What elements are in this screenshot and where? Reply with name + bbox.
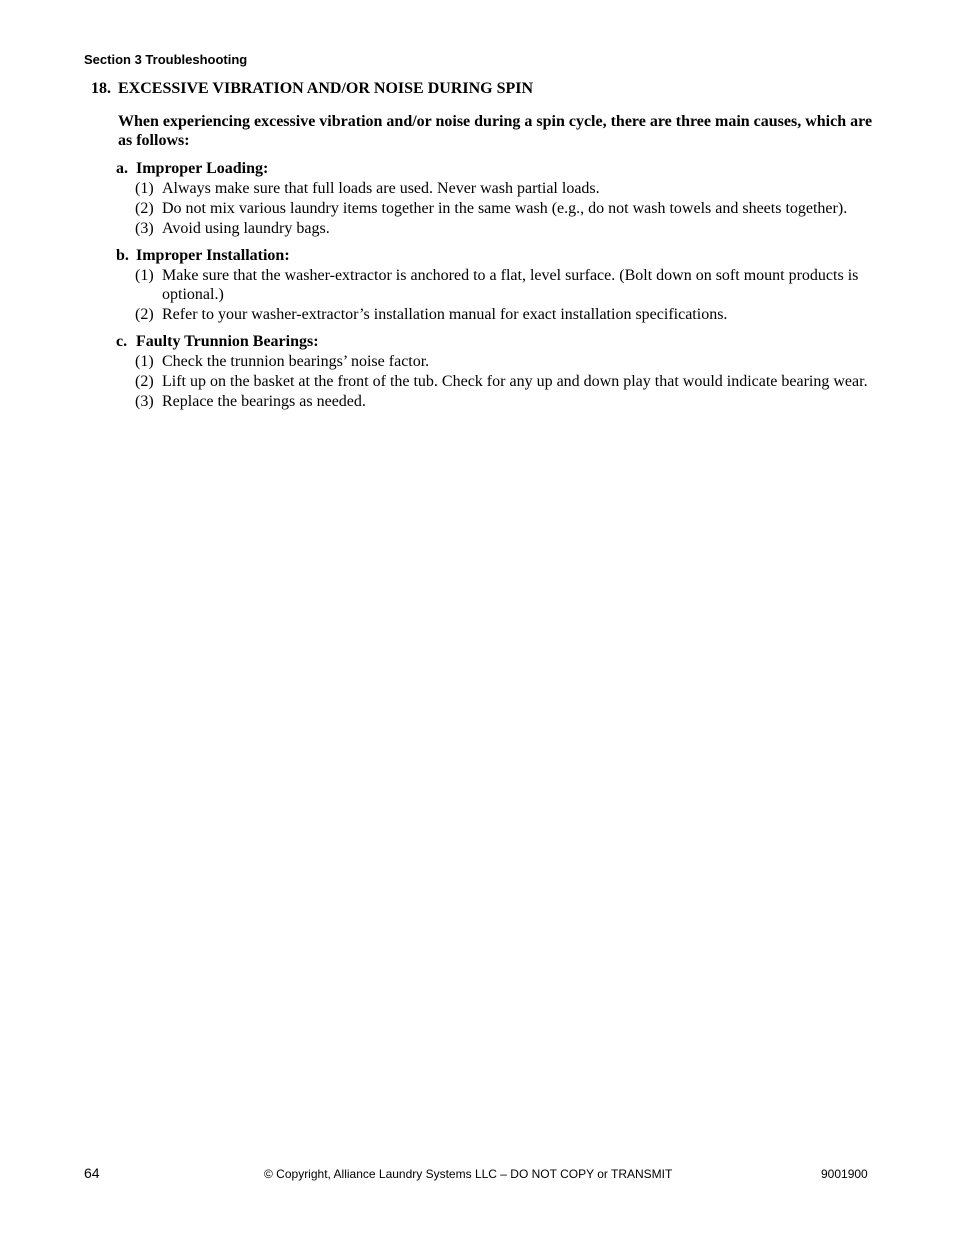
cause-group-improper-installation	[116, 246, 876, 324]
cause-group-letter: b.	[116, 247, 129, 264]
step-marker: (1)	[135, 180, 154, 197]
list-item	[116, 179, 876, 198]
cause-groups	[116, 159, 876, 419]
step-text: Always make sure that full loads are used. Never wash partial loads.	[162, 180, 600, 197]
list-item	[116, 219, 876, 238]
list-item	[116, 266, 876, 304]
step-marker: (3)	[135, 393, 154, 410]
step-text: Check the trunnion bearings’ noise factor.	[162, 353, 430, 370]
page-number: 64	[84, 1165, 100, 1181]
cause-group-label: Faulty Trunnion Bearings:	[136, 333, 319, 350]
list-item	[116, 392, 876, 411]
step-text: Replace the bearings as needed.	[162, 393, 366, 410]
cause-group-title	[116, 246, 876, 266]
cause-group-title	[116, 159, 876, 179]
section-title: EXCESSIVE VIBRATION AND/OR NOISE DURING SPIN	[118, 80, 534, 97]
cause-group-letter: a.	[116, 160, 128, 177]
step-list	[116, 266, 876, 324]
cause-group-label: Improper Installation:	[136, 247, 290, 264]
step-marker: (1)	[135, 267, 154, 284]
step-text: Do not mix various laundry items together in the same wash (e.g., do not wash towels and sheets together).	[162, 200, 848, 217]
step-marker: (3)	[135, 220, 154, 237]
step-marker: (2)	[135, 373, 154, 390]
step-marker: (2)	[135, 200, 154, 217]
step-list	[116, 352, 876, 411]
cause-group-improper-loading	[116, 159, 876, 238]
step-text: Avoid using laundry bags.	[162, 220, 330, 237]
step-text: Lift up on the basket at the front of the tub. Check for any up and down play that would indicate bearing wear.	[162, 373, 868, 390]
section-heading	[91, 79, 533, 99]
cause-group-title	[116, 332, 876, 352]
cause-group-label: Improper Loading:	[136, 160, 269, 177]
copyright-notice: © Copyright, Alliance Laundry Systems LLC – DO NOT COPY or TRANSMIT	[264, 1167, 673, 1181]
list-item	[116, 352, 876, 371]
cause-group-letter: c.	[116, 333, 128, 350]
page-footer	[0, 1163, 954, 1183]
list-item	[116, 199, 876, 218]
step-marker: (1)	[135, 353, 154, 370]
list-item	[116, 305, 876, 324]
step-list	[116, 179, 876, 238]
step-marker: (2)	[135, 306, 154, 323]
document-number: 9001900	[821, 1167, 868, 1181]
section-number: 18.	[91, 80, 111, 97]
cause-group-faulty-trunnion-bearings	[116, 332, 876, 411]
step-text: Make sure that the washer-extractor is anchored to a flat, level surface. (Bolt down on soft mount products is optional.)	[162, 267, 859, 303]
running-head: Section 3 Troubleshooting	[84, 52, 248, 67]
step-text: Refer to your washer-extractor’s installation manual for exact installation specifications.	[162, 306, 728, 323]
section-intro: When experiencing excessive vibration and/or noise during a spin cycle, there are three main causes, which are as follows:	[118, 113, 873, 149]
list-item	[116, 372, 876, 391]
